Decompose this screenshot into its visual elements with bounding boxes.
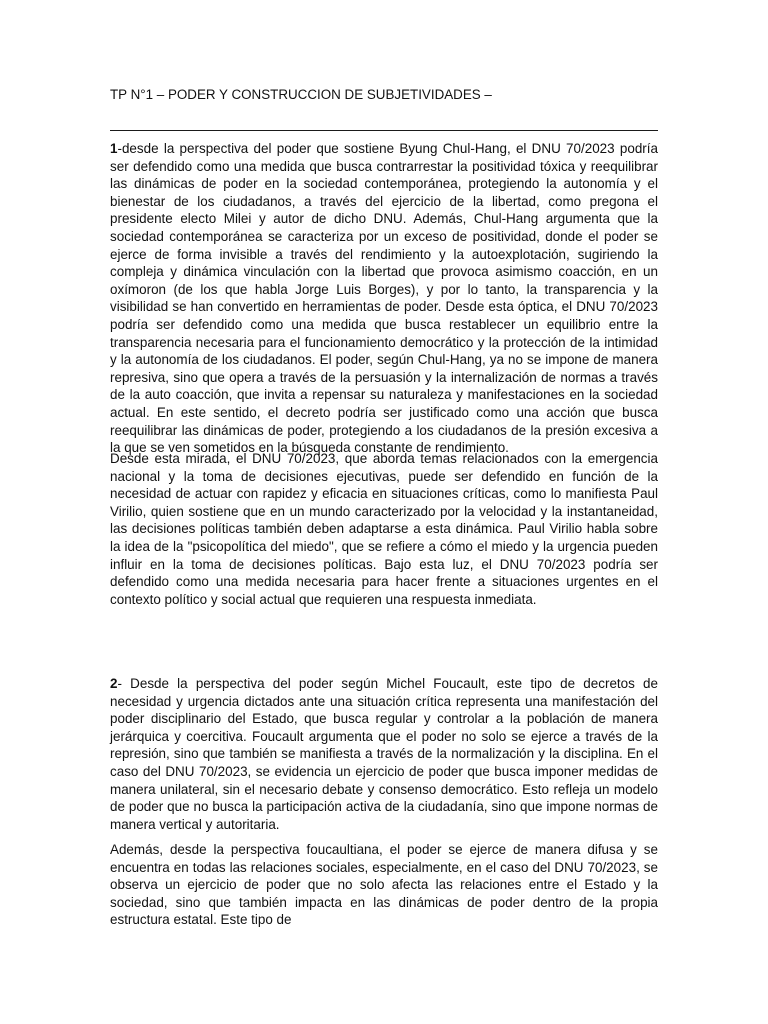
- paragraph-number: 2: [110, 676, 118, 691]
- title-divider: [110, 130, 658, 131]
- paragraph-text: - Desde la perspectiva del poder según Michel Foucault, este tipo de decretos de necesidad y urgencia dictados ante una situación crítica representa una manifestación del poder disciplinario del Estado, que busca regular y controlar a la población de manera jerárquica y coercitiva. Foucault argumenta que el poder no solo se ejerce a través de la represión, sino que también se manifiesta a través de la normalización y la disciplina. En el caso del DNU 70/2023, se evidencia un ejercicio de poder que busca imponer medidas de manera unilateral, sin el necesario debate y consenso democrático. Esto refleja un modelo de poder que no busca la participación activa de la ciudadanía, sino que impone normas de manera vertical y autoritaria.: [110, 676, 658, 832]
- document-title: TP N°1 – PODER Y CONSTRUCCION DE SUBJETIVIDADES –: [110, 87, 492, 102]
- paragraph-1: [110, 140, 658, 457]
- paragraph-text: Además, desde la perspectiva foucaultiana, el poder se ejerce de manera difusa y se encuentra en todas las relaciones sociales, especialmente, en el caso del DNU 70/2023, se observa un ejercicio de poder que no solo afecta las relaciones entre el Estado y la sociedad, sino que también impacta en las dinámicas de poder dentro de la propia estructura estatal. Este tipo de: [110, 842, 658, 928]
- paragraph-number: 1: [110, 141, 118, 156]
- paragraph-4: [110, 841, 658, 929]
- paragraph-text: Desde esta mirada, el DNU 70/2023, que aborda temas relacionados con la emergencia nacional y la toma de decisiones ejecutivas, puede ser defendido en función de la necesidad de actuar con rapidez y eficacia en situaciones críticas, como lo manifiesta Paul Virilio, quien sostiene que en un mundo caracterizado por la velocidad y la instantaneidad, las decisiones políticas también deben adaptarse a esta dinámica. Paul Virilio habla sobre la idea de la "psicopolítica del miedo", que se refiere a cómo el miedo y la urgencia pueden influir en la toma de decisiones políticas. Bajo esta luz, el DNU 70/2023 podría ser defendido como una medida necesaria para hacer frente a situaciones urgentes en el contexto político y social actual que requieren una respuesta inmediata.: [110, 451, 658, 607]
- paragraph-text: -desde la perspectiva del poder que sostiene Byung Chul-Hang, el DNU 70/2023 podría ser defendido como una medida que busca contrarrestar la positividad tóxica y reequilibrar las dinámicas de poder en la sociedad contemporánea, protegiendo la autonomía y el bienestar de los ciudadanos, a través del ejercicio de la libertad, como pregona el presidente electo Milei y autor de dicho DNU. Además, Chul-Hang argumenta que la sociedad contemporánea se caracteriza por un exceso de positividad, donde el poder se ejerce de forma invisible a través del rendimiento y la autoexplotación, sugiriendo la compleja y dinámica vinculación con la libertad que provoca asimismo coacción, en un oxímoron (de los que habla Jorge Luis Borges), y por lo tanto, la transparencia y la visibilidad se han convertido en herramientas de poder. Desde esta óptica, el DNU 70/2023 podría ser defendido como una medida que busca restablecer un equilibrio entre la transparencia necesaria para el funcionamiento democrático y la protección de la intimidad y la autonomía de los ciudadanos. El poder, según Chul-Hang, ya no se impone de manera represiva, sino que opera a través de la persuasión y la internalización de normas a través de la auto coacción, que invita a repensar su naturaleza y manifestaciones en la sociedad actual. En este sentido, el decreto podría ser justificado como una acción que busca reequilibrar las dinámicas de poder, protegiendo a los ciudadanos de la presión excesiva a la que se ven sometidos en la búsqueda constante de rendimiento.: [110, 141, 658, 456]
- paragraph-2: [110, 450, 658, 608]
- paragraph-3: [110, 675, 658, 833]
